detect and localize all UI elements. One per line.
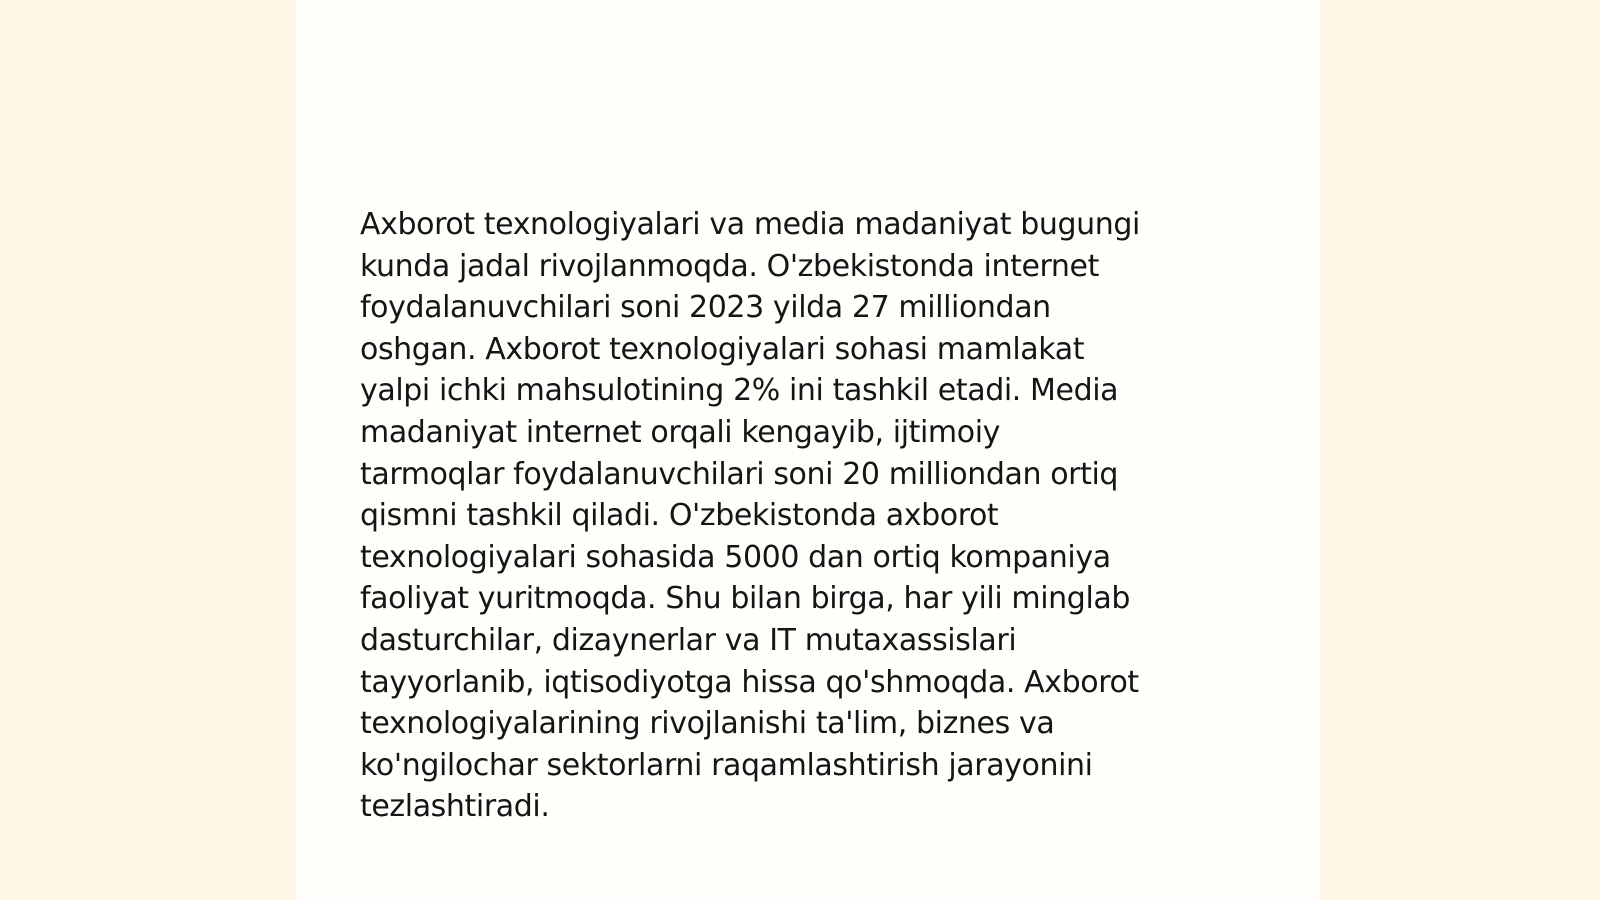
body-paragraph: [360, 204, 1240, 828]
paragraph-line: kunda jadal rivojlanmoqda. O'zbekistonda internet: [360, 248, 1099, 284]
paragraph-line: texnologiyalarining rivojlanishi ta'lim, biznes va: [360, 706, 1055, 742]
document-page: [296, 0, 1320, 900]
paragraph-line: qismni tashkil qiladi. O'zbekistonda axborot: [360, 498, 999, 534]
paragraph-line: foydalanuvchilari soni 2023 yilda 27 milliondan: [360, 290, 1051, 326]
paragraph-line: oshgan. Axborot texnologiyalari sohasi mamlakat: [360, 331, 1085, 367]
paragraph-line: yalpi ichki mahsulotining 2% ini tashkil etadi. Media: [360, 373, 1119, 409]
paragraph-line: texnologiyalari sohasida 5000 dan ortiq kompaniya: [360, 539, 1111, 575]
paragraph-line: madaniyat internet orqali kengayib, ijtimoiy: [360, 414, 1000, 450]
paragraph-line: Axborot texnologiyalari va media madaniyat bugungi: [360, 207, 1140, 242]
paragraph-line: ko'ngilochar sektorlarni raqamlashtirish jarayonini: [360, 747, 1093, 783]
paragraph-line: tayyorlanib, iqtisodiyotga hissa qo'shmoqda. Axborot: [360, 664, 1139, 700]
paragraph-line: tarmoqlar foydalanuvchilari soni 20 milliondan ortiq: [360, 456, 1119, 492]
paragraph-line: faoliyat yuritmoqda. Shu bilan birga, har yili minglab: [360, 581, 1131, 617]
paragraph-line: dasturchilar, dizaynerlar va IT mutaxassislari: [360, 622, 1017, 658]
paragraph-line: tezlashtiradi.: [360, 789, 550, 825]
